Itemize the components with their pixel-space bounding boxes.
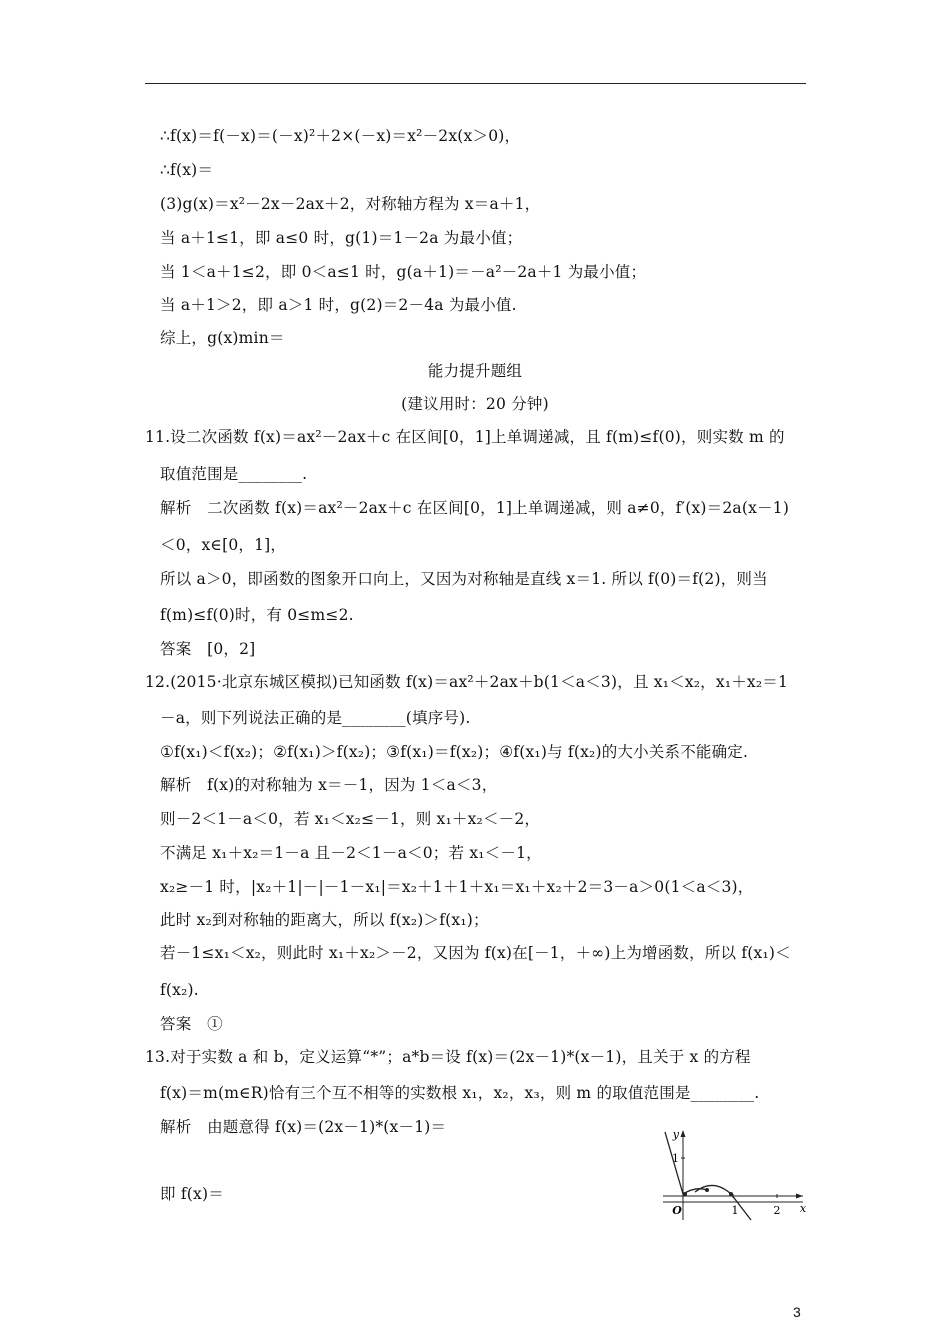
text-line: 则－2＜1－a＜0，若 x₁＜x₂≤－1，则 x₁＋x₂＜－2， bbox=[160, 810, 541, 828]
point-marker bbox=[683, 1192, 687, 1196]
text-line: ①f(x₁)＜f(x₂)；②f(x₁)＞f(x₂)；③f(x₁)＝f(x₂)；④f(x₁)与 f(x₂)的大小关系不能确定. bbox=[160, 743, 749, 761]
text-line: (3)g(x)＝x²－2x－2ax＋2，对称轴方程为 x＝a＋1， bbox=[160, 195, 541, 213]
x-axis-label: x bbox=[799, 1202, 807, 1215]
text-line: 当 a＋1＞2，即 a＞1 时，g(2)＝2－4a 为最小值. bbox=[160, 296, 517, 314]
answer-11: 答案 [0，2] bbox=[160, 640, 256, 658]
y-axis-label: y bbox=[672, 1128, 679, 1141]
x-tick-label: 1 bbox=[731, 1204, 739, 1217]
text-line: 解析 f(x)的对称轴为 x＝－1，因为 1＜a＜3， bbox=[160, 776, 498, 794]
text-line: －a，则下列说法正确的是________(填序号). bbox=[160, 709, 471, 727]
y-axis-arrow bbox=[681, 1130, 686, 1137]
curve-right-branch bbox=[695, 1185, 751, 1220]
text-line: 当 1＜a＋1≤2，即 0＜a≤1 时，g(a＋1)＝－a²－2a＋1 为最小值； bbox=[160, 263, 647, 281]
page-number: 3 bbox=[793, 1304, 801, 1320]
x-tick-label: 2 bbox=[773, 1204, 781, 1217]
text-line: 当 a＋1≤1，即 a≤0 时，g(1)＝1－2a 为最小值； bbox=[160, 229, 523, 247]
text-line: 取值范围是________. bbox=[160, 465, 308, 483]
function-graph bbox=[655, 1124, 807, 1224]
text-line: ∴f(x)＝f(－x)＝(－x)²＋2×(－x)＝x²－2x(x＞0)， bbox=[160, 127, 521, 145]
text-line: 所以 a＞0，即函数的图象开口向上，又因为对称轴是直线 x＝1. 所以 f(0)＝f(2)，则当 bbox=[160, 570, 768, 588]
question-11: 11.设二次函数 f(x)＝ax²－2ax＋c 在区间[0，1]上单调递减，且 f(m)≤f(0)，则实数 m 的 bbox=[145, 428, 785, 446]
question-12: 12.(2015·北京东城区模拟)已知函数 f(x)＝ax²＋2ax＋b(1＜a＜3)，且 x₁＜x₂，x₁＋x₂＝1 bbox=[145, 673, 789, 691]
text-line: ＜0，x∈[0，1]， bbox=[160, 536, 287, 554]
text-line: x₂≥－1 时，|x₂＋1|－|－1－x₁|＝x₂＋1＋1＋x₁＝x₁＋x₂＋2＝3－a＞0(1＜a＜3)， bbox=[160, 878, 754, 896]
section-subtitle: (建议用时：20 分钟) bbox=[401, 395, 549, 413]
text-line: 解析 二次函数 f(x)＝ax²－2ax＋c 在区间[0，1]上单调递减，则 a≠0，f′(x)＝2a(x－1) bbox=[160, 499, 790, 517]
text-line: ∴f(x)＝ bbox=[160, 161, 214, 179]
question-13: 13.对于实数 a 和 b，定义运算“*”；a*b＝设 f(x)＝(2x－1)*(x－1)，且关于 x 的方程 bbox=[145, 1048, 751, 1066]
header-rule bbox=[145, 83, 806, 84]
section-title: 能力提升题组 bbox=[427, 362, 523, 380]
text-line: 综上，g(x)min＝ bbox=[160, 329, 285, 347]
answer-12: 答案 ① bbox=[160, 1015, 223, 1033]
text-line: 若－1≤x₁＜x₂，则此时 x₁＋x₂＞－2，又因为 f(x)在[－1，＋∞)上为增函数，所以 f(x₁)＜ bbox=[160, 944, 791, 962]
text-line: f(m)≤f(0)时，有 0≤m≤2. bbox=[160, 606, 354, 624]
text-line: 解析 由题意得 f(x)＝(2x－1)*(x－1)＝ bbox=[160, 1118, 447, 1136]
text-line: 即 f(x)＝ bbox=[160, 1185, 224, 1203]
x-axis-arrow bbox=[796, 1194, 803, 1199]
text-line: f(x)＝m(m∈R)恰有三个互不相等的实数根 x₁，x₂，x₃，则 m 的取值范围是________. bbox=[160, 1084, 760, 1102]
y-tick-label: 1 bbox=[672, 1152, 679, 1165]
point-marker bbox=[729, 1192, 733, 1196]
text-line: 不满足 x₁＋x₂＝1－a 且－2＜1－a＜0；若 x₁＜－1， bbox=[160, 844, 542, 862]
point-marker bbox=[705, 1188, 709, 1192]
origin-label: O bbox=[672, 1204, 682, 1217]
text-line: f(x₂). bbox=[160, 981, 199, 999]
text-line: 此时 x₂到对称轴的距离大，所以 f(x₂)＞f(x₁)； bbox=[160, 911, 489, 929]
